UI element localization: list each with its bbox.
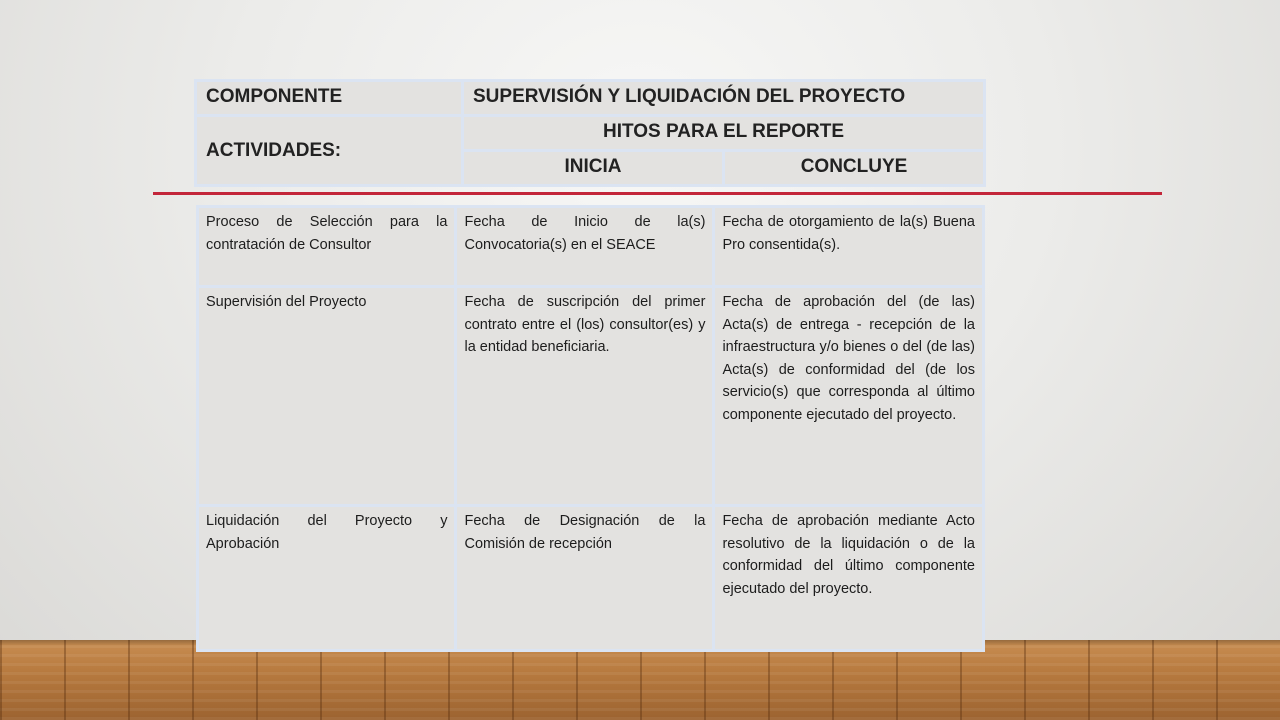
table-row xyxy=(199,507,982,649)
actividad-cell: Proceso de Selección para la contratación de Consultor xyxy=(199,208,454,285)
wooden-floor xyxy=(0,640,1280,720)
table-row xyxy=(199,288,982,504)
concluye-cell: Fecha de otorgamiento de la(s) Buena Pro consentida(s). xyxy=(715,208,982,285)
inicia-cell: Fecha de Designación de la Comisión de recepción xyxy=(457,507,712,649)
componente-value: SUPERVISIÓN Y LIQUIDACIÓN DEL PROYECTO xyxy=(464,82,983,114)
hitos-label: HITOS PARA EL REPORTE xyxy=(464,117,983,149)
concluye-cell: Fecha de aprobación mediante Acto resolutivo de la liquidación o de la conformidad del último componente ejecutado del proyecto. xyxy=(715,507,982,649)
inicia-cell: Fecha de suscripción del primer contrato entre el (los) consultor(es) y la entidad beneficiaria. xyxy=(457,288,712,504)
actividad-cell: Liquidación del Proyecto y Aprobación xyxy=(199,507,454,649)
table-row xyxy=(199,208,982,285)
concluye-cell: Fecha de aprobación del (de las) Acta(s) de entrega - recepción de la infraestructura y/o bienes o del (de las) Acta(s) de conformidad del (de los servicio(s) que corresponda al último componente ejecutado del proyecto. xyxy=(715,288,982,504)
actividades-label: ACTIVIDADES: xyxy=(197,117,461,184)
header-table xyxy=(194,79,986,187)
actividad-cell: Supervisión del Proyecto xyxy=(199,288,454,504)
milestones-table xyxy=(196,205,985,652)
inicia-cell: Fecha de Inicio de la(s) Convocatoria(s) en el SEACE xyxy=(457,208,712,285)
componente-label: COMPONENTE xyxy=(197,82,461,114)
inicia-header: INICIA xyxy=(464,152,722,184)
divider-line xyxy=(153,192,1162,195)
concluye-header: CONCLUYE xyxy=(725,152,983,184)
